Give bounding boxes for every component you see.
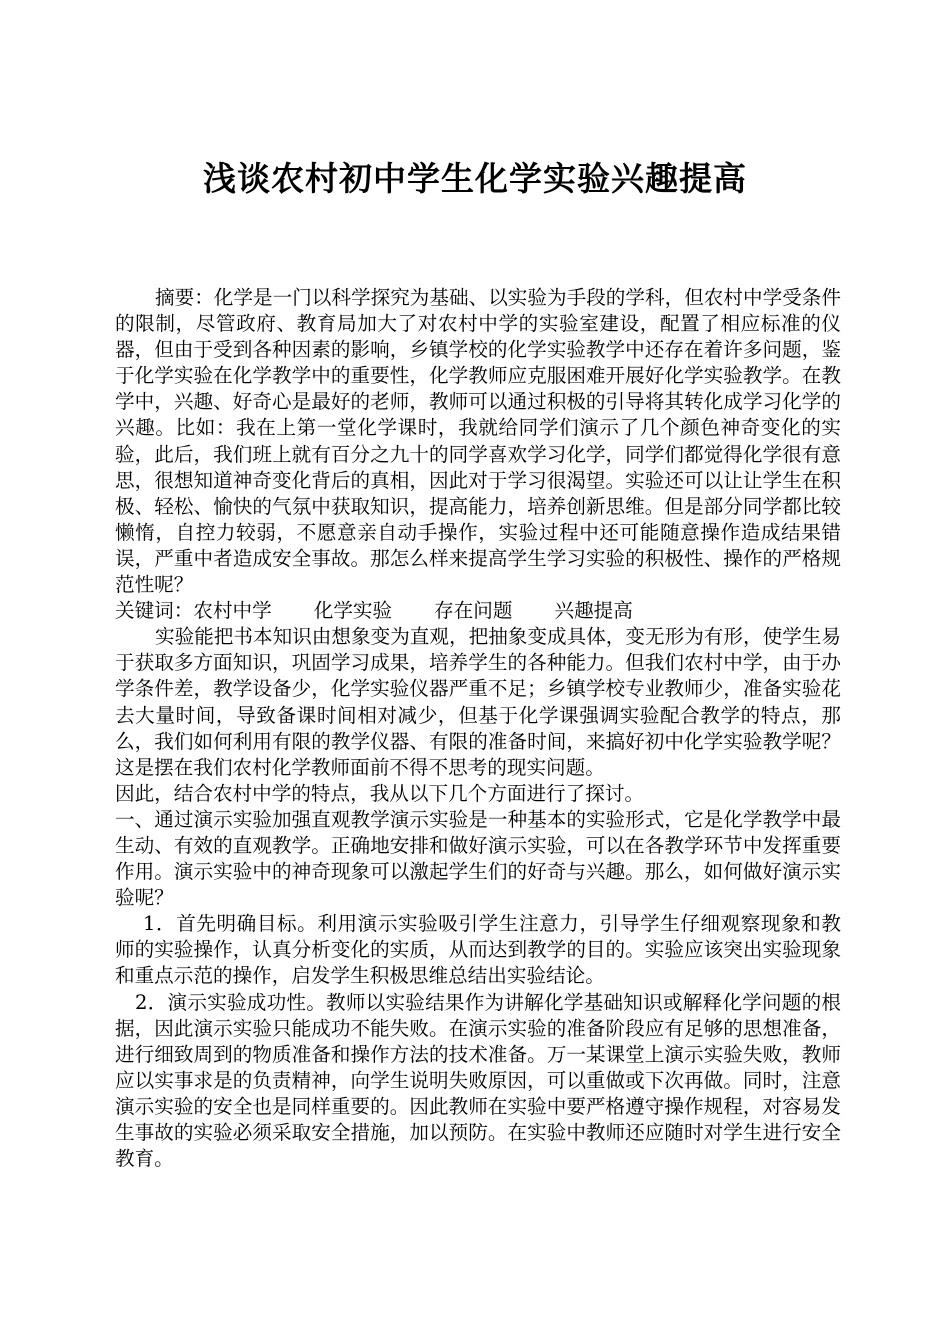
keyword-item: 存在问题 (434, 599, 513, 623)
document-body (115, 285, 841, 1172)
document-title: 浅谈农村初中学生化学实验兴趣提高 (203, 159, 747, 198)
therefore-paragraph: 因此，结合农村中学的特点，我从以下几个方面进行了探讨。 (115, 781, 645, 805)
keywords-line (115, 598, 841, 624)
keyword-item: 农村中学 (193, 599, 272, 623)
list-item-two: 2．演示实验成功性。教师以实验结果作为讲解化学基础知识或解释化学问题的根据，因此演示实验只能成功不能失败。在演示实验的准备阶段应有足够的思想准备，进行细致周到的物质准备和操作方法的技术准备。万一某课堂上演示实验失败，教师应以实事求是的负责精神，向学生说明失败原因，可以重做或下次再做。同时，注意演示实验的安全也是同样重要的。因此教师在实验中要严格遵守操作规程，对容易发生事故的实验必须采取安全措施，加以预防。在实验中教师还应随时对学生进行安全教育。 (115, 990, 841, 1171)
section-one-paragraph: 一、通过演示实验加强直观教学演示实验是一种基本的实验形式，它是化学教学中最生动、有效的直观教学。正确地安排和做好演示实验，可以在各教学环节中发挥重要作用。演示实验中的神奇现象可以激起学生们的好奇与兴趣。那么，如何做好演示实验呢？ (115, 807, 841, 910)
keyword-item: 兴趣提高 (554, 599, 633, 623)
keywords-label: 关键词： (115, 599, 194, 623)
list-item-one: 1．首先明确目标。利用演示实验吸引学生注意力，引导学生仔细观察现象和教师的实验操作，认真分析变化的实质，从而达到教学的目的。实验应该突出实验现象和重点示范的操作，启发学生积极思维总结出实验结论。 (115, 912, 841, 988)
abstract-paragraph: 摘要：化学是一门以科学探究为基础、以实验为手段的学科，但农村中学受条件的限制，尽管政府、教育局加大了对农村中学的实验室建设，配置了相应标准的仪器，但由于受到各种因素的影响，乡镇学校的化学实验教学中还存在着许多问题，鉴于化学实验在化学教学中的重要性，化学教师应克服困难开展好化学实验教学。在教学中，兴趣、好奇心是最好的老师，教师可以通过积极的引导将其转化成学习化学的兴趣。比如：我在上第一堂化学课时，我就给同学们演示了几个颜色神奇变化的实验，此后，我们班上就有百分之九十的同学喜欢学习化学，同学们都觉得化学很有意思，很想知道神奇变化背后的真相，因此对于学习很渴望。实验还可以让让学生在积极、轻松、愉快的气氛中获取知识，提高能力，培养创新思维。但是部分同学都比较懒惰，自控力较弱，不愿意亲自动手操作，实验过程中还可能随意操作造成结果错误，严重中者造成安全事故。那怎么样来提高学生学习实验的积极性、操作的严格规范性呢？ (115, 286, 841, 597)
keyword-item: 化学实验 (313, 599, 393, 623)
intro-paragraph: 实验能把书本知识由想象变为直观，把抽象变成具体，变无形为有形，使学生易于获取多方面知识，巩固学习成果，培养学生的各种能力。但我们农村中学，由于办学条件差，教学设备少，化学实验仪器严重不足；乡镇学校专业教师少，准备实验花去大量时间，导致备课时间相对减少，但基于化学课强调实验配合教学的特点，那么，我们如何利用有限的教学仪器、有限的准备时间，来搞好初中化学实验教学呢？这是摆在我们农村化学教师面前不得不思考的现实问题。 (115, 625, 841, 779)
